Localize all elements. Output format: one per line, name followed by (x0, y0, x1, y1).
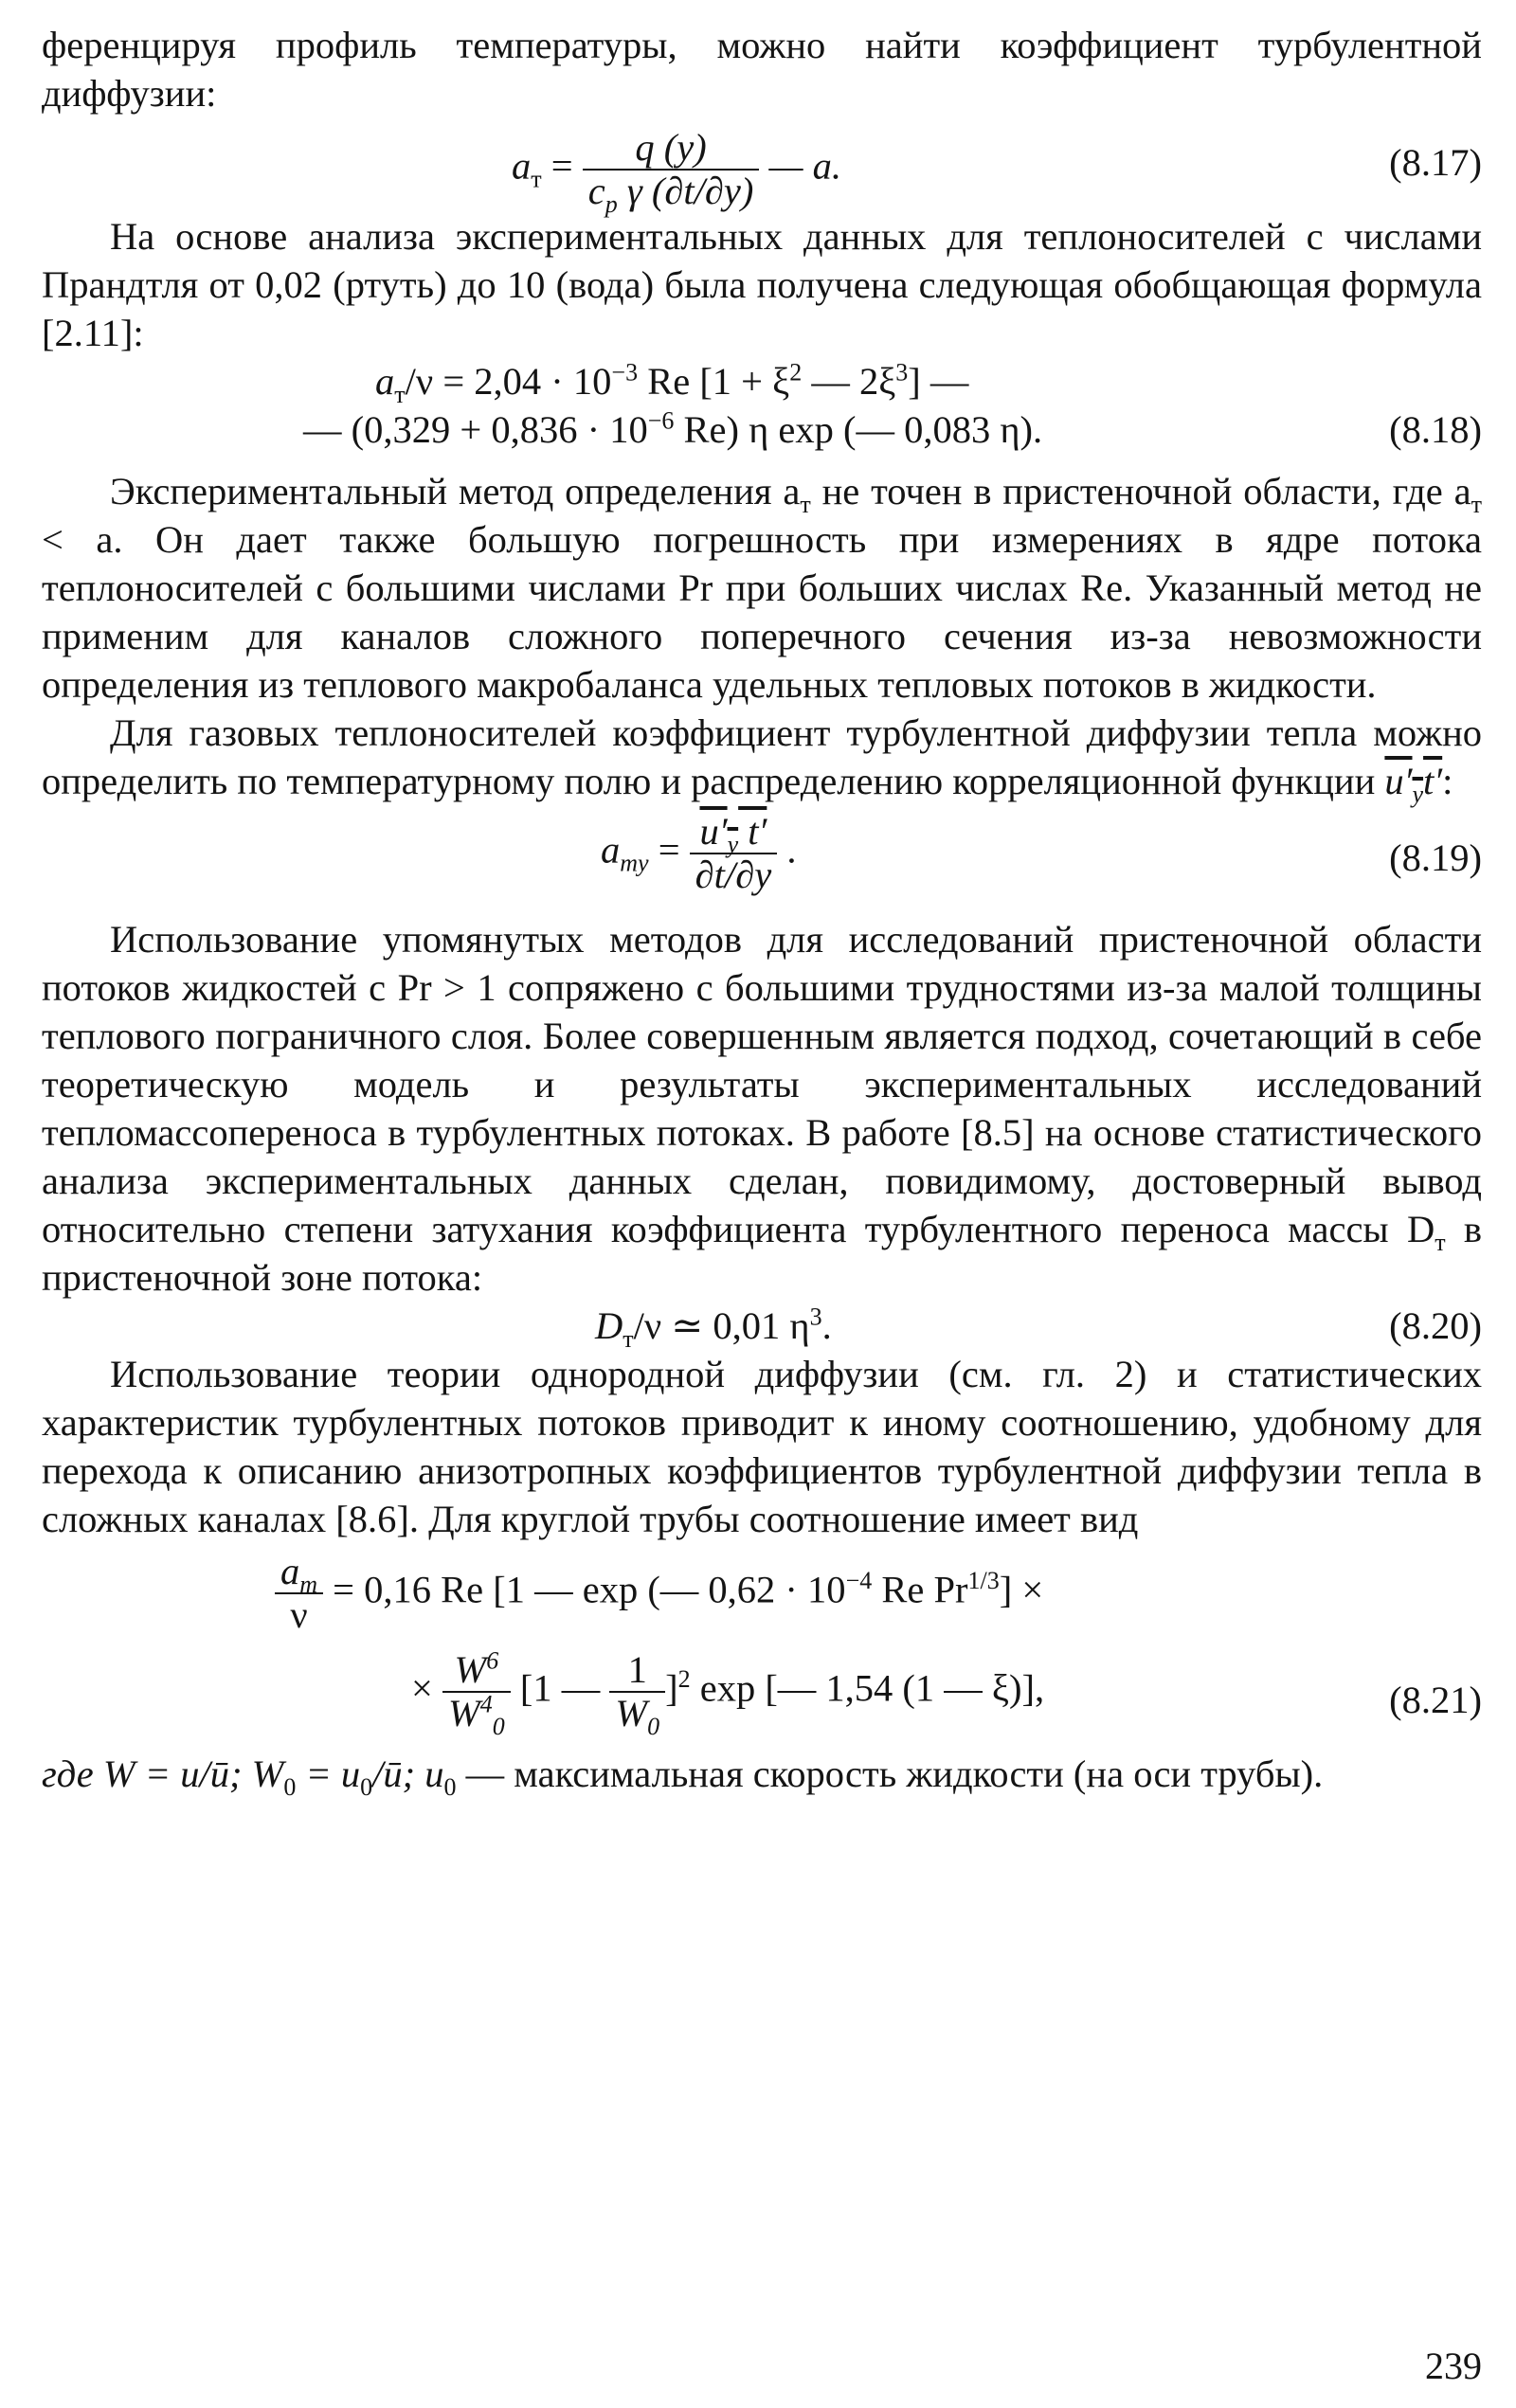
eq821-w: W (454, 1648, 487, 1691)
eq819-tail: . (786, 828, 797, 872)
paragraph-3 (42, 467, 1482, 709)
eq821-l1: = 0,16 Re [1 — exp (— 0,62 · 10 (323, 1568, 846, 1611)
p5-text: Использование упомянутых методов для исследований пристеночной области потоков жидкостей с Pr > 1 сопряжено с большими трудностями из-за малой толщины теплового пограничного слоя. Более совершенным является подход, сочетающий в себе теоретическую модель и результаты экспериментальных исследований тепломассопереноса в турбулентных потоках. В работе [8.5] на основе статистического анализа экспериментальных данных сделан, повидимому, достоверный вывод относительно степени затухания коэффициента турбулентного переноса массы D (42, 918, 1482, 1250)
eq821-at-over-nu (275, 1551, 323, 1636)
eq821-inner-w-sub: 0 (647, 1713, 660, 1741)
eq819-lhs-sub: тy (620, 849, 649, 877)
eq817-den-sub: p (605, 190, 618, 219)
p3-sub2: т (1471, 491, 1482, 519)
p3-b: не точен в пристеночной области, где a (810, 470, 1471, 512)
p5-end: в пристеночной зоне потока: (42, 1208, 1483, 1299)
eq818-a: a (375, 360, 395, 403)
p4-fn: u′ (1384, 760, 1413, 802)
eq821-line-1 (275, 1551, 1043, 1636)
eq821-w-sup: 6 (486, 1646, 499, 1675)
eq821-times: × (411, 1666, 433, 1710)
eq821-w-fraction (442, 1646, 511, 1741)
eq817-den-c: c (587, 170, 605, 212)
paragraph-7 (42, 1750, 1482, 1802)
eq818-a-sub: т (394, 381, 406, 409)
eq820-number: (8.20) (1389, 1304, 1482, 1347)
eq821-num (275, 1550, 323, 1599)
paragraph-1: ференцируя профиль температуры, можно найти коэффициент турбулентной диффузии: (42, 24, 1482, 115)
eq820-rest: /ν ≃ 0,01 η (633, 1304, 810, 1347)
eq820-end: . (821, 1304, 832, 1347)
eq819-num-u: u′ (699, 810, 728, 853)
eq818-l1-end: ] — (908, 360, 969, 403)
eq818-line-2 (303, 405, 1042, 454)
eq818-l2: — (0,329 + 0,836 · 10 (303, 408, 648, 451)
eq820-lhs: D (595, 1304, 623, 1347)
eq819-fraction (690, 811, 778, 896)
eq817-number: (8.17) (1389, 141, 1482, 184)
eq821-line-2 (411, 1646, 1045, 1741)
eq819-denominator: ∂t/∂y (695, 854, 772, 896)
p7-sub3: 0 (443, 1773, 457, 1802)
p7-a: где W = u/ū; W (42, 1752, 284, 1795)
eq819-number: (8.19) (1389, 836, 1482, 879)
eq819-num-t: t′ (738, 810, 767, 853)
eq821-l1-end: ] × (999, 1568, 1044, 1611)
eq818-l1-tail: Re [1 + ξ (638, 360, 790, 403)
eq819-equals: = (658, 828, 680, 872)
page-body (42, 21, 1483, 1802)
eq821-l1-mid: Re Pr (872, 1568, 968, 1611)
eq821-inner-den (609, 1692, 665, 1741)
p5-sub: т (1435, 1229, 1446, 1257)
paragraph-2: На основе анализа экспериментальных данных для теплоносителей с числами Прандтля от 0,02 (ртуть) до 10 (вода) была получена следующая обобщающая формула [2.11]: (42, 215, 1482, 354)
eq821-bracket-close: ] (665, 1666, 678, 1710)
eq818-l1-sup2: 2 (789, 358, 803, 386)
eq817-lhs-sub: т (531, 165, 542, 193)
eq817-lhs: a (512, 144, 532, 188)
eq821-num-a: a (280, 1550, 300, 1592)
equation-8-18 (42, 357, 1482, 454)
paragraph-6: Использование теории однородной диффузии (см. гл. 2) и статистических характеристик турбулентных потоков приводит к иному соотношению, удобному для перехода к описанию анизотропных коэффициентов турбулентной диффузии тепла в сложных каналах [8.6]. Для круглой трубы соотношение имеет вид (42, 1353, 1482, 1540)
p4-correlation (1384, 760, 1443, 809)
p3-c: < a. Он дает также большую погрешность при измерениях в ядре потока теплоносителей с большими числами Pr при больших числах Re. Указанный метод не применим для каналов сложного поперечного сечения из-за невозможности определения из теплового макробаланса удельных тепловых потоков в жидкости. (42, 518, 1482, 706)
p3-a: Экспериментальный метод определения a (110, 470, 801, 512)
eq819-num-sub: y (727, 831, 739, 859)
eq821-w0: W (447, 1692, 480, 1734)
eq821-bracket-sup: 2 (677, 1664, 691, 1693)
eq818-l2-end: Re) η exp (— 0,083 η). (674, 408, 1043, 451)
eq818-l1-rest: /ν = 2,04 · 10 (405, 360, 612, 403)
eq821-num-sub: т (299, 1571, 318, 1599)
p7-c: /ū; u (372, 1752, 444, 1795)
eq817-tail: — a. (768, 144, 842, 188)
eq818-l1-sup: −3 (611, 358, 639, 386)
eq821-number: (8.21) (1389, 1679, 1482, 1721)
p4-end: : (1442, 760, 1453, 802)
p7-sub2: 0 (360, 1773, 373, 1802)
eq817-denominator (583, 170, 760, 219)
p4-fn-end: t′ (1423, 760, 1443, 802)
eq817-fraction (583, 126, 760, 219)
p7-sub: 0 (283, 1773, 297, 1802)
equation-8-21 (42, 1551, 1482, 1746)
eq821-w0-sup: 4 (479, 1690, 493, 1718)
eq818-l1-sup3: 3 (895, 358, 909, 386)
eq818-l1-mid: — 2ξ (802, 360, 896, 403)
p7-b: = u (296, 1752, 361, 1795)
eq821-l2-end: exp [— 1,54 (1 — ξ)], (690, 1666, 1045, 1710)
eq821-l1-sup2: 1/3 (967, 1566, 1000, 1594)
equation-8-20 (42, 1302, 1482, 1354)
page-number: 239 (1425, 2345, 1482, 2387)
paragraph-5 (42, 915, 1482, 1302)
p7-d: — максимальная скорость жидкости (на оси трубы). (456, 1752, 1324, 1795)
eq817-den-rest: γ (∂t/∂y) (617, 170, 754, 212)
eq821-bracket-open: [1 — (519, 1666, 601, 1710)
eq821-w-num (442, 1646, 511, 1693)
eq820-lhs-sub: т (623, 1325, 634, 1354)
equation-8-17 (42, 119, 1482, 219)
eq818-number: (8.18) (1389, 408, 1482, 451)
eq821-inner-num: 1 (609, 1649, 665, 1693)
eq819-lhs: a (601, 828, 621, 872)
eq821-inner-fraction (609, 1648, 665, 1741)
p3-sub: т (800, 491, 811, 519)
equation-8-19 (42, 805, 1482, 909)
eq817-equals: = (550, 144, 573, 188)
eq819-numerator (690, 810, 778, 859)
eq821-inner-w: W (615, 1692, 648, 1734)
eq821-w-den (442, 1690, 511, 1741)
eq817-numerator: q (y) (583, 127, 760, 171)
eq818-line-1 (375, 357, 969, 409)
paragraph-4 (42, 709, 1482, 809)
p4-fn-sub: y (1412, 781, 1424, 809)
eq818-l2-sup: −6 (647, 406, 675, 435)
eq821-w0-sub: 0 (492, 1713, 505, 1741)
eq820-sup: 3 (809, 1303, 822, 1331)
p4-text: Для газовых теплоносителей коэффициент турбулентной диффузии тепла можно определить по температурному полю и распределению корреляционной функции (42, 711, 1482, 802)
eq821-l1-sup: −4 (845, 1566, 873, 1594)
eq821-den: ν (290, 1593, 308, 1636)
